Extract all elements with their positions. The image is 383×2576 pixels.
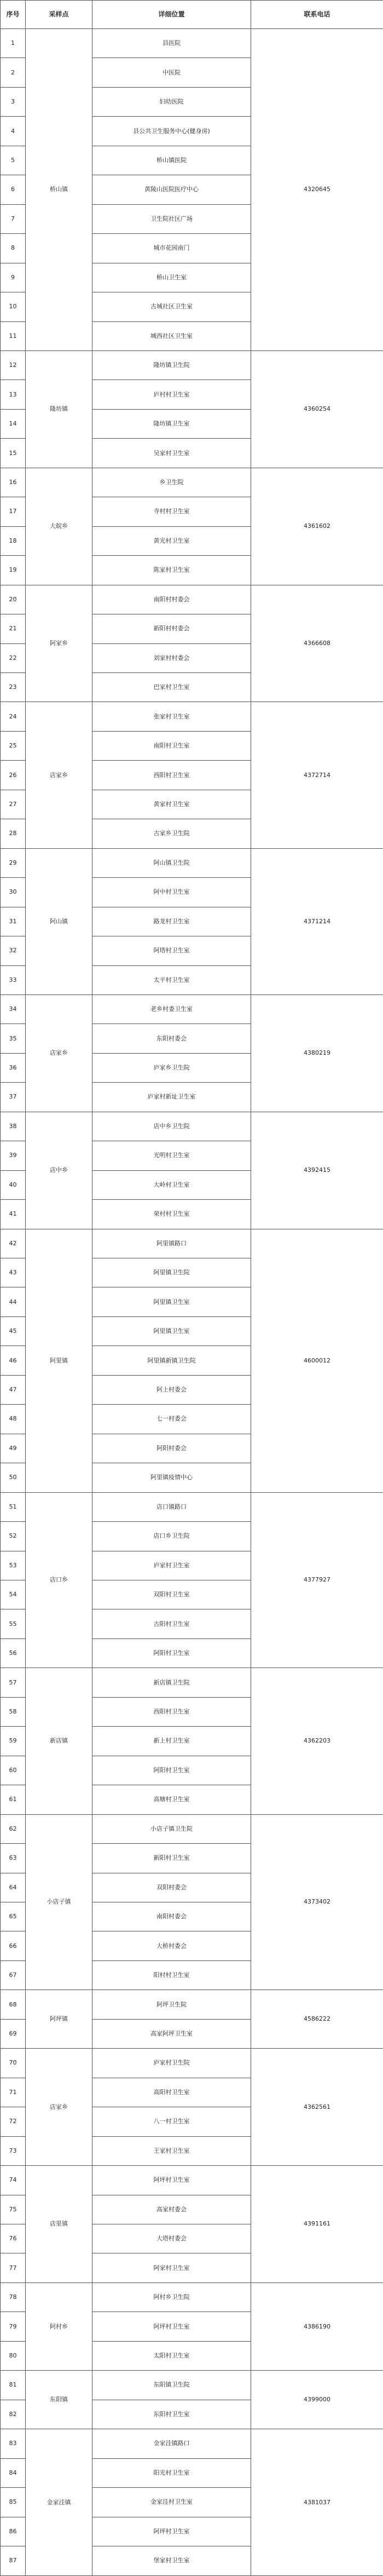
phone-cell: 4600012 [251,1229,383,1492]
location-cell: 小店子镇卫生院 [92,1814,251,1843]
location-cell: 荣村村卫生室 [92,1200,251,1229]
row-index: 7 [1,204,26,233]
location-cell: 东阳村委会 [92,1024,251,1053]
location-cell: 巴家村卫生室 [92,672,251,702]
location-cell: 大桥村委会 [92,1931,251,1960]
row-index: 9 [1,263,26,292]
town-cell: 阿坪镇 [26,1990,92,2049]
location-cell: 七一村委会 [92,1405,251,1434]
location-cell: 新阳村卫生室 [92,1844,251,1873]
location-cell: 城市花园南门 [92,234,251,263]
row-index: 81 [1,2371,26,2400]
town-cell: 店中乡 [26,1112,92,1229]
location-cell: 吴家村卫生室 [92,439,251,468]
location-cell: 张家村卫生室 [92,702,251,731]
row-index: 8 [1,234,26,263]
row-index: 64 [1,1873,26,1902]
row-index: 15 [1,439,26,468]
location-cell: 阿阳村委会 [92,1434,251,1463]
row-index: 70 [1,2049,26,2078]
location-cell: 庐村村卫生室 [92,380,251,409]
row-index: 34 [1,994,26,1024]
row-index: 85 [1,2488,26,2517]
row-index: 58 [1,1697,26,1726]
town-cell: 店家乡 [26,994,92,1112]
row-index: 31 [1,907,26,936]
table-row [1,29,383,58]
header-phone: 联系电话 [251,1,383,29]
location-cell: 乡卫生院 [92,468,251,497]
row-index: 45 [1,1316,26,1346]
row-index: 55 [1,1609,26,1638]
town-cell: 桥山镇 [26,29,92,351]
row-index: 72 [1,2107,26,2136]
row-index: 27 [1,790,26,819]
row-index: 3 [1,87,26,116]
row-index: 37 [1,1083,26,1112]
table-row [1,468,383,497]
row-index: 20 [1,585,26,614]
row-index: 25 [1,731,26,760]
location-cell: 高家阿坪卫生室 [92,2019,251,2048]
location-cell: 古阳村卫生室 [92,1609,251,1638]
location-cell: 刘家村村委会 [92,643,251,672]
row-index: 54 [1,1580,26,1609]
row-index: 6 [1,175,26,204]
row-index: 73 [1,2136,26,2165]
row-index: 40 [1,1170,26,1199]
row-index: 17 [1,497,26,526]
row-index: 36 [1,1053,26,1082]
location-cell: 阿阳村卫生室 [92,1756,251,1785]
town-cell: 新店镇 [26,1668,92,1814]
location-cell: 黄陵山医院医疗中心 [92,175,251,204]
row-index: 42 [1,1229,26,1258]
row-index: 12 [1,350,26,380]
table-row [1,585,383,614]
town-cell: 店家乡 [26,702,92,848]
town-cell: 阿家乡 [26,585,92,702]
row-index: 46 [1,1346,26,1375]
location-cell: 高阳村卫生室 [92,2078,251,2107]
phone-cell: 4391161 [251,2166,383,2283]
row-index: 69 [1,2019,26,2048]
row-index: 50 [1,1463,26,1492]
row-index: 49 [1,1434,26,1463]
town-cell: 阿里镇 [26,1229,92,1492]
phone-cell: 4362561 [251,2049,383,2166]
row-index: 32 [1,936,26,965]
table-row [1,1668,383,1697]
table-header-row [1,1,383,29]
row-index: 67 [1,1960,26,1990]
table-row [1,702,383,731]
row-index: 66 [1,1931,26,1960]
location-cell: 金家洼镇路口 [92,2429,251,2458]
town-cell: 店家乡 [26,2049,92,2166]
table-row [1,2049,383,2078]
header-town: 采样点 [26,1,92,29]
phone-cell: 4380219 [251,994,383,1112]
row-index: 75 [1,2195,26,2224]
location-cell: 店中乡卫生院 [92,1112,251,1141]
location-cell: 南阳村卫生室 [92,731,251,760]
location-cell: 阿村乡卫生院 [92,2282,251,2312]
location-cell: 庐家村卫生室 [92,1551,251,1580]
table-row [1,1814,383,1843]
row-index: 52 [1,1522,26,1551]
row-index: 39 [1,1141,26,1170]
row-index: 22 [1,643,26,672]
row-index: 61 [1,1785,26,1814]
row-index: 62 [1,1814,26,1843]
row-index: 23 [1,672,26,702]
row-index: 84 [1,2458,26,2487]
location-cell: 光明村卫生室 [92,1141,251,1170]
location-cell: 隆坊镇卫生院 [92,350,251,380]
table-row [1,2282,383,2312]
town-cell: 金家洼镇 [26,2429,92,2576]
row-index: 77 [1,2253,26,2282]
table-row [1,2371,383,2400]
row-index: 38 [1,1112,26,1141]
row-index: 59 [1,1727,26,1756]
phone-cell: 4381037 [251,2429,383,2576]
location-cell: 阿家村卫生室 [92,2253,251,2282]
location-cell: 阿阳村卫生室 [92,1638,251,1668]
town-cell: 小店子镇 [26,1814,92,1990]
location-cell: 阿上村委会 [92,1375,251,1404]
table-row [1,848,383,877]
row-index: 33 [1,965,26,994]
location-cell: 高塘村卫生室 [92,1785,251,1814]
row-index: 43 [1,1258,26,1287]
location-cell: 庐家乡卫生院 [92,1053,251,1082]
location-cell: 县公共卫生服务中心(健身房) [92,117,251,146]
location-cell: 古城社区卫生室 [92,292,251,321]
location-cell: 阿里镇新镇卫生院 [92,1346,251,1375]
row-index: 51 [1,1492,26,1521]
location-cell: 阳村村卫生室 [92,1960,251,1990]
row-index: 74 [1,2166,26,2195]
location-cell: 黄家村卫生室 [92,790,251,819]
phone-cell: 4392415 [251,1112,383,1229]
location-cell: 王家村卫生室 [92,2136,251,2165]
location-cell: 阿里镇卫生室 [92,1316,251,1346]
phone-cell: 4366608 [251,585,383,702]
row-index: 18 [1,526,26,555]
row-index: 71 [1,2078,26,2107]
town-cell: 阿村乡 [26,2282,92,2370]
location-cell: 阳光村卫生室 [92,2458,251,2487]
row-index: 11 [1,321,26,350]
row-index: 30 [1,878,26,907]
location-cell: 新店镇卫生院 [92,1668,251,1697]
row-index: 76 [1,2224,26,2253]
town-cell: 阿山镇 [26,848,92,994]
phone-cell: 4371214 [251,848,383,994]
location-cell: 卫生院社区广场 [92,204,251,233]
row-index: 19 [1,556,26,585]
town-cell: 大皖乡 [26,468,92,585]
location-cell: 桥山卫生室 [92,263,251,292]
location-cell: 隆坊镇卫生室 [92,409,251,438]
location-cell: 庐家村卫生院 [92,2049,251,2078]
location-cell: 古家乡卫生院 [92,819,251,848]
row-index: 1 [1,29,26,58]
row-index: 83 [1,2429,26,2458]
location-cell: 新上村卫生室 [92,1727,251,1756]
location-cell: 阿塔村卫生室 [92,936,251,965]
location-cell: 南阳村村委会 [92,585,251,614]
phone-cell: 4372714 [251,702,383,848]
location-cell: 西阳村卫生室 [92,1697,251,1726]
phone-cell: 4373402 [251,1814,383,1990]
location-cell: 店口镇路口 [92,1492,251,1521]
row-index: 21 [1,614,26,643]
location-cell: 阿山镇卫生院 [92,848,251,877]
town-cell: 店里镇 [26,2166,92,2283]
location-cell: 双阳村委会 [92,1873,251,1902]
location-cell: 寺村村卫生室 [92,497,251,526]
town-cell: 东阳镇 [26,2371,92,2429]
location-cell: 东阳村卫生室 [92,2400,251,2429]
phone-cell: 4399000 [251,2371,383,2429]
location-cell: 太阳村卫生室 [92,2341,251,2370]
row-index: 86 [1,2517,26,2546]
location-cell: 路龙村卫生室 [92,907,251,936]
row-index: 68 [1,1990,26,2019]
table-row [1,1990,383,2019]
location-cell: 堡家村卫生室 [92,2546,251,2575]
location-cell: 阿坪卫生院 [92,1990,251,2019]
location-cell: 县医院 [92,29,251,58]
phone-cell: 4362203 [251,1668,383,1814]
row-index: 60 [1,1756,26,1785]
table-row [1,2429,383,2458]
location-cell: 陈家村卫生室 [92,556,251,585]
row-index: 24 [1,702,26,731]
row-index: 48 [1,1405,26,1434]
row-index: 5 [1,146,26,175]
location-cell: 中医院 [92,58,251,87]
row-index: 14 [1,409,26,438]
location-cell: 大岭村卫生室 [92,1170,251,1199]
row-index: 80 [1,2341,26,2370]
row-index: 41 [1,1200,26,1229]
row-index: 78 [1,2282,26,2312]
row-index: 2 [1,58,26,87]
table-row [1,350,383,380]
phone-cell: 4386190 [251,2282,383,2370]
location-cell: 妇幼医院 [92,87,251,116]
location-cell: 店口乡卫生院 [92,1522,251,1551]
table-row [1,1112,383,1141]
location-cell: 南阳村委会 [92,1902,251,1931]
location-cell: 城西社区卫生室 [92,321,251,350]
row-index: 82 [1,2400,26,2429]
town-cell: 店口乡 [26,1492,92,1668]
location-cell: 阿里镇疫情中心 [92,1463,251,1492]
row-index: 87 [1,2546,26,2575]
location-cell: 阿里镇路口 [92,1229,251,1258]
row-index: 26 [1,761,26,790]
location-cell: 阿中村卫生室 [92,878,251,907]
location-cell: 新阳村村委会 [92,614,251,643]
row-index: 13 [1,380,26,409]
phone-cell: 4377927 [251,1492,383,1668]
phone-cell: 4360254 [251,350,383,468]
row-index: 44 [1,1287,26,1316]
location-cell: 阿坪村卫生室 [92,2517,251,2546]
row-index: 56 [1,1638,26,1668]
row-index: 65 [1,1902,26,1931]
row-index: 63 [1,1844,26,1873]
town-cell: 隆坊镇 [26,350,92,468]
phone-cell: 4361602 [251,468,383,585]
row-index: 4 [1,117,26,146]
row-index: 28 [1,819,26,848]
table-row [1,994,383,1024]
location-cell: 阿里镇卫生院 [92,1258,251,1287]
phone-cell: 4586222 [251,1990,383,2049]
location-cell: 东阳镇卫生院 [92,2371,251,2400]
location-cell: 阿坪村卫生室 [92,2166,251,2195]
location-cell: 黄光村卫生室 [92,526,251,555]
location-cell: 西阳村卫生室 [92,761,251,790]
table-row [1,2166,383,2195]
table-row [1,1492,383,1521]
row-index: 16 [1,468,26,497]
header-location: 详细位置 [92,1,251,29]
row-index: 57 [1,1668,26,1697]
header-index: 序号 [1,1,26,29]
table-row [1,1229,383,1258]
location-cell: 八一村卫生室 [92,2107,251,2136]
location-cell: 太平村卫生室 [92,965,251,994]
location-cell: 高家村委会 [92,2195,251,2224]
location-cell: 阿里镇卫生室 [92,1287,251,1316]
phone-cell: 4320645 [251,29,383,351]
row-index: 53 [1,1551,26,1580]
row-index: 29 [1,848,26,877]
location-cell: 大塔村委会 [92,2224,251,2253]
location-cell: 桥山镇医院 [92,146,251,175]
row-index: 47 [1,1375,26,1404]
row-index: 35 [1,1024,26,1053]
location-cell: 阿坪村卫生室 [92,2312,251,2341]
row-index: 79 [1,2312,26,2341]
location-cell: 庐家村新址卫生室 [92,1083,251,1112]
location-cell: 老乡村委卫生室 [92,994,251,1024]
location-cell: 双阳村卫生室 [92,1580,251,1609]
location-cell: 金家洼村卫生室 [92,2488,251,2517]
row-index: 10 [1,292,26,321]
